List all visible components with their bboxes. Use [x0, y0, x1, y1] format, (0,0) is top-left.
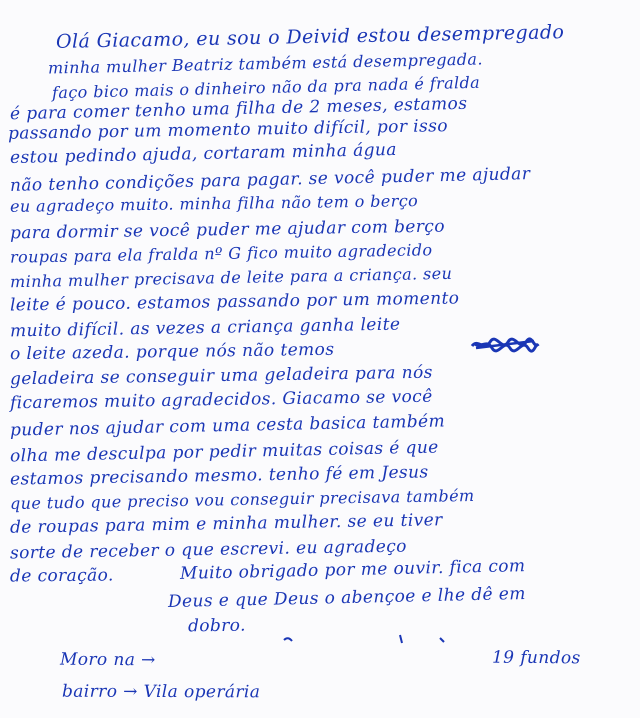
letter-line-14: o leite azeda. porque nós não temos	[9, 339, 335, 365]
letter-line-6: estou pedindo ajuda, cortaram minha água	[9, 139, 398, 169]
letter-line-12: leite é pouco. estamos passando por um momento	[9, 288, 460, 316]
letter-line-21: de roupas para mim e minha mulher. se eu tiver	[9, 510, 443, 538]
letter-line-20: que tudo que preciso vou conseguir precisava também	[9, 485, 475, 514]
letter-line-13: muito difícil. as vezes a criança ganha leite	[9, 314, 401, 342]
letter-line-8: eu agradeço muito. minha filha não tem o berço	[9, 191, 419, 216]
letter-line-19: estamos precisando mesmo. tenho fé em Jesus	[9, 462, 429, 490]
stray-ink-marks	[280, 632, 480, 646]
letter-closing-2: Deus e que Deus o abençoe e lhe dê em	[167, 583, 526, 613]
letter-line-10: roupas para ela fralda nº G fico muito agradecido	[9, 240, 433, 267]
letter-line-23: de coração.	[9, 565, 114, 587]
address-neighborhood: bairro → Vila operária	[61, 681, 261, 703]
letter-line-5: passando por um momento muito difícil, por isso	[7, 116, 449, 144]
letter-line-15: geladeira se conseguir uma geladeira para nós	[9, 362, 433, 390]
letter-line-2: minha mulher Beatriz também está desempregada.	[47, 49, 484, 78]
letter-line-9: para dormir se você puder me ajudar com berço	[9, 216, 446, 244]
letter-line-22: sorte de receber o que escrevi. eu agradeço	[9, 536, 407, 564]
letter-closing-1: Muito obrigado por me ouvir. fica com	[179, 556, 526, 584]
letter-closing-3: dobro.	[187, 615, 247, 637]
letter-line-7: não tenho condições para pagar. se você puder me ajudar	[9, 164, 531, 196]
letter-line-3: faço bico mais o dinheiro não da pra nada é fralda	[51, 72, 481, 103]
letter-line-4: é para comer tenho uma filha de 2 meses, estamos	[9, 93, 468, 125]
letter-line-11: minha mulher precisava de leite para a criança. seu	[9, 263, 453, 292]
address-number: 19 fundos	[491, 647, 581, 669]
letter-line-17: puder nos ajudar com uma cesta basica também	[9, 411, 446, 441]
letter-line-16: ficaremos muito agradecidos. Giacamo se você	[9, 386, 433, 414]
address-street: Moro na →	[59, 649, 156, 671]
letter-line-1: Olá Giacamo, eu sou o Deivid estou desempregado	[55, 21, 565, 53]
letter-line-18: olha me desculpa por pedir muitas coisas é que	[9, 437, 439, 467]
crossed-out-word	[470, 334, 540, 356]
